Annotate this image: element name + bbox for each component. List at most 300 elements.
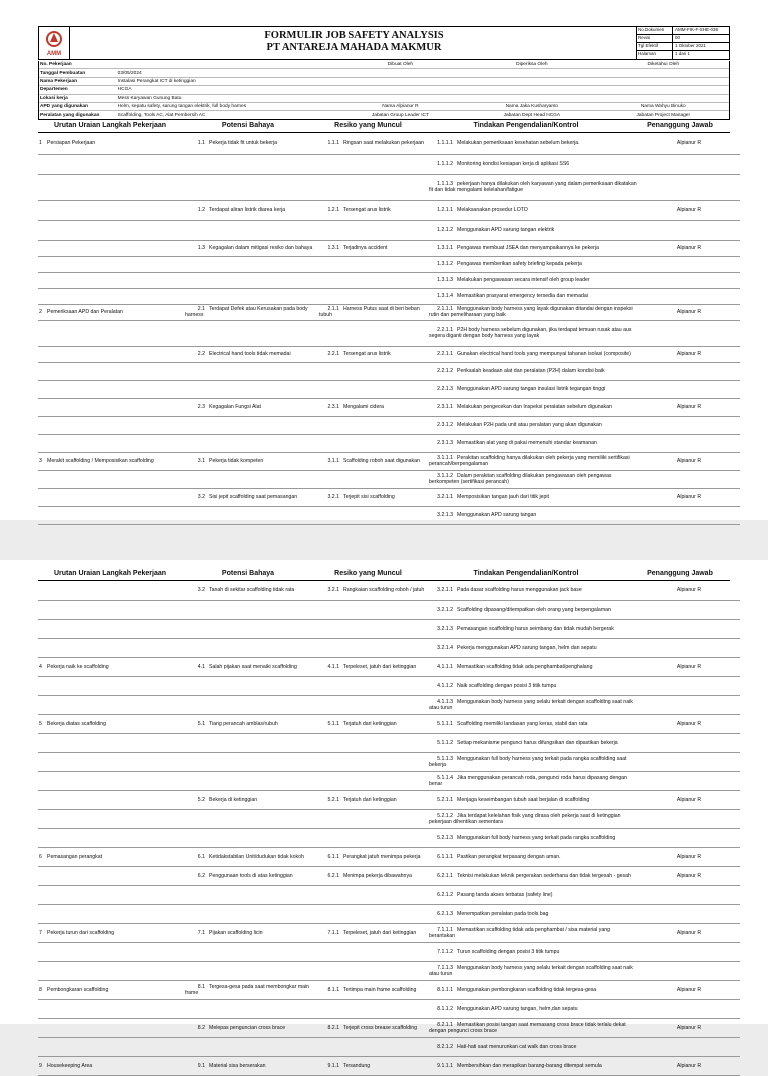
table-row (38, 733, 740, 752)
risk-number: 3.1.1 (327, 458, 339, 464)
hazard-text: Tiang perancah amblas/rubuh (209, 720, 278, 727)
risk-cell (318, 240, 428, 256)
responsible-cell (638, 999, 740, 1018)
control-text: Pasang tanda akses terbatas (safety line) (457, 891, 553, 898)
table-row (38, 256, 740, 272)
table-row (38, 398, 740, 416)
control-number: 3.2.1.1 (437, 494, 453, 500)
risk-cell (318, 220, 428, 240)
step-number: 5 (39, 720, 42, 727)
risk-cell (318, 676, 428, 695)
step-cell (38, 452, 184, 470)
control-cell (428, 828, 638, 847)
risk-text: Rangkaian scaffolding roboh / jatuh (343, 587, 425, 594)
control-cell (428, 980, 638, 999)
step-cell (38, 752, 184, 771)
table-row (38, 600, 740, 619)
control-number: 1.3.1.2 (437, 261, 453, 267)
control-number: 3.2.1.2 (437, 606, 453, 613)
control-cell (428, 220, 638, 240)
step-cell (38, 790, 184, 809)
control-number: 2.3.1.3 (437, 440, 453, 446)
risk-cell (318, 828, 428, 847)
control-cell (428, 714, 638, 733)
hazard-cell (184, 288, 318, 304)
step-cell (38, 133, 184, 154)
hazard-text: Melepas penguncian cross brace (209, 1024, 286, 1031)
hazard-text: Bekerja di ketinggian (209, 796, 258, 803)
control-number: 6.2.1.1 (437, 872, 453, 879)
hazard-cell (184, 999, 318, 1018)
responsible-cell (638, 942, 740, 961)
responsible-cell (638, 470, 740, 488)
control-cell (428, 638, 638, 657)
signature-cell: Jabatan Project Manager (636, 112, 691, 118)
step-cell (38, 619, 184, 638)
column-header: Urutan Uraian Langkah Pekerjaan (53, 569, 167, 577)
step-cell (38, 771, 184, 790)
control-text: Menggunakan body harness yang selalu terkait dengan scaffolding saat naik atau turun (429, 964, 633, 977)
hazard-number: 3.2 (197, 587, 205, 594)
risk-number: 1.3.1 (327, 245, 339, 251)
control-cell (428, 904, 638, 923)
step-description: Bekerja diatas scaffolding (47, 720, 107, 727)
meta-row (637, 35, 729, 43)
control-cell (428, 488, 638, 506)
info-row (39, 78, 729, 86)
risk-number: 1.1.1 (327, 140, 339, 147)
control-text: Memastikan scaffolding tidak ada penghambat/penghalang (457, 663, 593, 670)
step-cell (38, 174, 184, 200)
control-cell (428, 657, 638, 676)
table-row (38, 942, 740, 961)
control-text: Menggunakan APD sarung tangan insulasi listrik tegangan tinggi (457, 386, 606, 392)
control-cell (428, 200, 638, 220)
table-row (38, 434, 740, 452)
risk-cell (318, 1056, 428, 1075)
step-cell (38, 600, 184, 619)
risk-number: 4.1.1 (327, 663, 339, 670)
control-cell (428, 581, 638, 600)
hazard-number: 2.2 (197, 351, 205, 357)
control-text: Membersihkan dan merapikan barang-barang ditempat semula (457, 1062, 602, 1069)
step-cell (38, 942, 184, 961)
control-cell (428, 923, 638, 942)
control-cell (428, 619, 638, 638)
signature-cell: Nama Wahyu Binuko (640, 104, 686, 110)
step-cell (38, 961, 184, 980)
table-row (38, 619, 740, 638)
hazard-text: Pekerja tidak kompeten (209, 458, 264, 464)
risk-cell (318, 434, 428, 452)
step-cell (38, 676, 184, 695)
hazard-number: 1.1 (197, 140, 205, 147)
table-row (38, 961, 740, 980)
step-cell (38, 714, 184, 733)
hazard-cell (184, 638, 318, 657)
hazard-cell (184, 256, 318, 272)
control-text: Memastikan posisi tangan saat memasang cross brace tidak terlalu dekat dengan pengunci cross brace (429, 1021, 626, 1034)
hazard-cell (184, 904, 318, 923)
hazard-cell (184, 452, 318, 470)
step-cell (38, 154, 184, 174)
info-label: Lokasi kerja (40, 95, 68, 101)
control-number: 8.1.1.1 (437, 986, 453, 993)
responsible-cell (638, 154, 740, 174)
step-cell (38, 809, 184, 828)
step-number: 6 (39, 853, 42, 860)
control-number: 3.2.1.3 (437, 625, 453, 632)
jsa-table-page-2 (38, 566, 730, 1076)
hazard-cell (184, 657, 318, 676)
responsible-cell (638, 256, 740, 272)
document-page-2 (0, 560, 768, 1069)
control-number: 1.2.1.1 (437, 207, 453, 213)
step-cell (38, 200, 184, 220)
meta-key: No.Dokumen (637, 27, 673, 34)
job-info (38, 61, 730, 120)
meta-row (637, 51, 729, 59)
table-row (38, 320, 740, 346)
step-cell (38, 220, 184, 240)
hazard-cell (184, 346, 318, 362)
table-row (38, 1037, 740, 1056)
risk-cell (318, 638, 428, 657)
control-text: Menempatkan peralatan pada tools bag (457, 910, 549, 917)
control-text: Pada dasar scaffolding harus menggunakan jack base (457, 587, 582, 594)
control-text: Jika terdapat kelelahan fisik yang dirasa oleh pekerja saat di ketinggian pekerjaan dihentikan sementara (429, 812, 621, 825)
control-cell (428, 790, 638, 809)
responsible-cell (638, 809, 740, 828)
control-cell (428, 1018, 638, 1037)
control-text: Monitoring kondisi kesiapan kerja di aplikasi SS6 (457, 161, 570, 167)
control-text: Scaffolding memiliki landasan yang keras, stabil dan rata (457, 720, 588, 727)
hazard-cell (184, 923, 318, 942)
responsible-cell: Alpianur R (638, 240, 740, 256)
jsa-rows-page-1 (38, 133, 740, 525)
control-number: 1.3.1.3 (437, 277, 453, 283)
signature-cell: Dibuat Oleh (387, 62, 414, 68)
meta-value: 00 (675, 35, 681, 40)
risk-text: Tersengat arus listrik (343, 351, 391, 357)
step-cell (38, 999, 184, 1018)
step-cell (38, 923, 184, 942)
risk-cell (318, 961, 428, 980)
step-number: 4 (39, 663, 42, 670)
info-value: 03/05/2024 (117, 70, 142, 76)
step-cell (38, 733, 184, 752)
risk-cell (318, 398, 428, 416)
control-text: Jika menggunakan perancah roda, pengunci roda harus dipasang dengan benar (429, 774, 627, 787)
step-cell (38, 240, 184, 256)
jsa-rows-page-2 (38, 581, 740, 1076)
control-number: 4.1.1.3 (437, 698, 453, 705)
hazard-text: Terdapat Defek atau Kerusakan pada body harness (185, 306, 308, 318)
control-cell (428, 733, 638, 752)
table-row (38, 470, 740, 488)
hazard-cell (184, 1037, 318, 1056)
hazard-text: Penggunaan tools di atas ketinggian (209, 872, 293, 879)
control-text: P2H body harness sebelum digunakan, jika terdapat temuan rusak atau aus segera diganti dengan body harness yang layak (429, 327, 632, 339)
responsible-cell (638, 771, 740, 790)
risk-number: 2.1.1 (327, 306, 339, 312)
step-cell (38, 434, 184, 452)
risk-cell (318, 771, 428, 790)
responsible-cell (638, 885, 740, 904)
table-row (38, 506, 740, 524)
control-number: 2.2.1.1 (437, 327, 453, 333)
hazard-cell (184, 619, 318, 638)
signature-cells (335, 104, 729, 109)
meta-value: AMM-FIK-F-SHE-038 (675, 27, 719, 32)
hazard-cell (184, 1018, 318, 1037)
step-cell (38, 362, 184, 380)
control-number: 5.2.1.1 (437, 796, 453, 803)
jsa-table-page-1 (38, 118, 730, 525)
control-cell (428, 809, 638, 828)
hazard-text: Salah pijakan saat menaiki scaffolding (209, 663, 297, 670)
control-text: Menjaga keseimbangan tubuh saat berjalan di scaffolding (457, 796, 590, 803)
table-row (38, 904, 740, 923)
table-row (38, 790, 740, 809)
control-number: 8.1.1.2 (437, 1005, 453, 1012)
hazard-number: 9.1 (197, 1062, 205, 1069)
responsible-cell: Alpianur R (638, 1018, 740, 1037)
table-row (38, 452, 740, 470)
hazard-cell (184, 434, 318, 452)
step-cell (38, 380, 184, 398)
hazard-cell (184, 752, 318, 771)
control-number: 3.1.1.1 (437, 455, 453, 461)
risk-number: 8.2.1 (327, 1024, 339, 1031)
signature-cells (335, 113, 729, 118)
step-number: 1 (39, 140, 42, 147)
hazard-cell (184, 790, 318, 809)
table-row (38, 809, 740, 828)
step-cell (38, 272, 184, 288)
control-cell (428, 885, 638, 904)
risk-cell (318, 847, 428, 866)
control-text: Menggunakan pembongkaran scaffolding tidak tergesa-gesa (457, 986, 597, 993)
risk-cell (318, 885, 428, 904)
risk-cell (318, 416, 428, 434)
form-title (69, 27, 639, 54)
control-text: Gunakan electrical hand tools yang mempunyai tahanan isolasi (composite) (457, 351, 631, 357)
table-row (38, 714, 740, 733)
column-headers (38, 118, 730, 133)
column-header: Tindakan Pengendalian/Kontrol (473, 121, 579, 129)
hazard-cell (184, 200, 318, 220)
control-number: 8.2.1.1 (437, 1021, 453, 1028)
table-row (38, 240, 740, 256)
risk-cell (318, 733, 428, 752)
control-number: 2.3.1.2 (437, 422, 453, 428)
hazard-cell (184, 600, 318, 619)
column-header: Penanggung Jawab (647, 121, 713, 129)
control-number: 1.1.1.2 (437, 161, 453, 167)
responsible-cell (638, 752, 740, 771)
control-text: pekerjaan hanya dilakukan oleh karyawan yang dalam pemeriksaan dikatakan fit dan tidak mengalami kelelahan/fatigue (429, 181, 637, 193)
hazard-number: 7.1 (197, 929, 205, 936)
table-row (38, 695, 740, 714)
responsible-cell (638, 320, 740, 346)
responsible-cell (638, 272, 740, 288)
risk-cell (318, 380, 428, 398)
control-cell (428, 362, 638, 380)
step-cell (38, 1037, 184, 1056)
control-text: Memastikan alat yang di pakai memenuhi standar keamanan (457, 440, 597, 446)
info-label: APD yang digunakan (40, 104, 88, 110)
responsible-cell: Alpianur R (638, 452, 740, 470)
control-text: Scaffolding dipasang/ditempatkan oleh orang yang berpengalaman (457, 606, 611, 613)
info-label: No. Pekerjaan (40, 62, 72, 68)
hazard-cell (184, 828, 318, 847)
risk-cell (318, 452, 428, 470)
table-row (38, 220, 740, 240)
control-cell (428, 174, 638, 200)
control-number: 2.2.1.3 (437, 386, 453, 392)
control-cell (428, 416, 638, 434)
info-row (39, 95, 729, 103)
risk-text: Harness Putus saat di beri beban tubuh (319, 306, 420, 318)
risk-cell (318, 1037, 428, 1056)
risk-cell (318, 470, 428, 488)
responsible-cell (638, 600, 740, 619)
meta-key: Tgl Efektif (637, 43, 673, 50)
step-cell (38, 398, 184, 416)
step-cell (38, 506, 184, 524)
step-cell (38, 904, 184, 923)
risk-text: Tersandung (343, 1062, 371, 1069)
control-cell (428, 866, 638, 885)
control-cell (428, 961, 638, 980)
control-number: 2.2.1.1 (437, 351, 453, 357)
step-cell (38, 488, 184, 506)
hazard-cell (184, 676, 318, 695)
risk-number: 1.2.1 (327, 207, 339, 213)
meta-row (637, 43, 729, 51)
control-number: 7.1.1.3 (437, 964, 453, 971)
step-description: Pembongkaran scaffolding (47, 986, 109, 993)
info-row (39, 69, 729, 77)
control-cell (428, 1037, 638, 1056)
hazard-cell (184, 398, 318, 416)
responsible-cell (638, 695, 740, 714)
risk-cell (318, 304, 428, 320)
risk-number: 8.1.1 (327, 986, 339, 993)
table-row (38, 885, 740, 904)
step-cell (38, 416, 184, 434)
control-number: 5.1.1.1 (437, 720, 453, 727)
hazard-number: 8.2 (197, 1024, 205, 1031)
hazard-cell (184, 961, 318, 980)
logo-text: AMM (46, 51, 62, 57)
hazard-number: 1.2 (197, 207, 205, 213)
risk-cell (318, 174, 428, 200)
signature-cell: Diperiksa Oleh (516, 62, 548, 68)
control-text: Melakukan pemeriksaan kesehatan sebelum bekerja. (457, 140, 580, 147)
risk-cell (318, 1018, 428, 1037)
table-row (38, 1018, 740, 1037)
table-row (38, 676, 740, 695)
control-text: Menggunakan APD sarung tangan (457, 512, 537, 518)
column-header: Urutan Uraian Langkah Pekerjaan (53, 121, 167, 129)
risk-cell (318, 714, 428, 733)
control-cell (428, 847, 638, 866)
control-text: Melakukan pengawasan secara intensif oleh group leader (457, 277, 590, 283)
step-cell (38, 346, 184, 362)
control-number: 2.1.1.1 (437, 306, 453, 312)
meta-row (637, 27, 729, 35)
control-cell (428, 272, 638, 288)
table-row (38, 154, 740, 174)
control-text: Memposisikan tangan jauh dari titik jepit (457, 494, 549, 500)
control-cell (428, 133, 638, 154)
risk-cell (318, 272, 428, 288)
hazard-cell (184, 154, 318, 174)
control-cell (428, 154, 638, 174)
control-number: 3.2.1.1 (437, 587, 453, 594)
step-cell (38, 581, 184, 600)
control-cell (428, 256, 638, 272)
responsible-cell: Alpianur R (638, 581, 740, 600)
risk-number: 7.1.1 (327, 929, 339, 936)
hazard-number: 3.2 (197, 494, 205, 500)
table-row (38, 416, 740, 434)
risk-number: 2.2.1 (327, 351, 339, 357)
hazard-cell (184, 581, 318, 600)
risk-number: 3.2.1 (327, 587, 339, 594)
info-value: Instalasi Perangkat ICT di ketinggian (117, 78, 196, 84)
risk-cell (318, 790, 428, 809)
control-text: Menggunakan full body harness yang terkait pada rangka scaffolding (457, 834, 616, 841)
table-row (38, 133, 740, 154)
risk-text: Menimpa pekerja dibawahnya (343, 872, 412, 879)
control-text: Pekerja menggunakan APD sarung tangan, helm dan sepatu (457, 644, 597, 651)
control-text: Melakukan P2H pada unit atau peralatan yang akan digunakan (457, 422, 602, 428)
signature-cell: Jabatan Group Leader ICT (371, 112, 429, 118)
control-number: 3.1.1.2 (437, 473, 453, 479)
control-number: 5.2.1.3 (437, 834, 453, 841)
responsible-cell: Alpianur R (638, 1056, 740, 1075)
table-row (38, 828, 740, 847)
step-description: Pekerja turun dari scaffolding (47, 929, 115, 936)
hazard-number: 3.1 (197, 458, 205, 464)
hazard-number: 1.3 (197, 245, 205, 251)
step-cell (38, 828, 184, 847)
control-number: 9.1.1.1 (437, 1062, 453, 1069)
risk-text: Tertimpa main frame scaffolding (343, 986, 417, 993)
step-cell (38, 1018, 184, 1037)
hazard-text: Kegagalan dalam mitigasi resiko dan bahaya (209, 245, 313, 251)
hazard-number: 2.1 (197, 306, 205, 312)
risk-text: Ringsan saat melakukan pekerjaan (343, 140, 425, 147)
step-cell (38, 980, 184, 999)
control-number: 5.1.1.4 (437, 774, 453, 781)
responsible-cell (638, 362, 740, 380)
risk-cell (318, 256, 428, 272)
risk-cell (318, 133, 428, 154)
responsible-cell: Alpianur R (638, 200, 740, 220)
responsible-cell (638, 506, 740, 524)
responsible-cell (638, 638, 740, 657)
control-cell (428, 346, 638, 362)
column-header: Penanggung Jawab (647, 569, 713, 577)
table-row (38, 362, 740, 380)
hazard-cell (184, 506, 318, 524)
hazard-cell (184, 695, 318, 714)
responsible-cell: Alpianur R (638, 714, 740, 733)
